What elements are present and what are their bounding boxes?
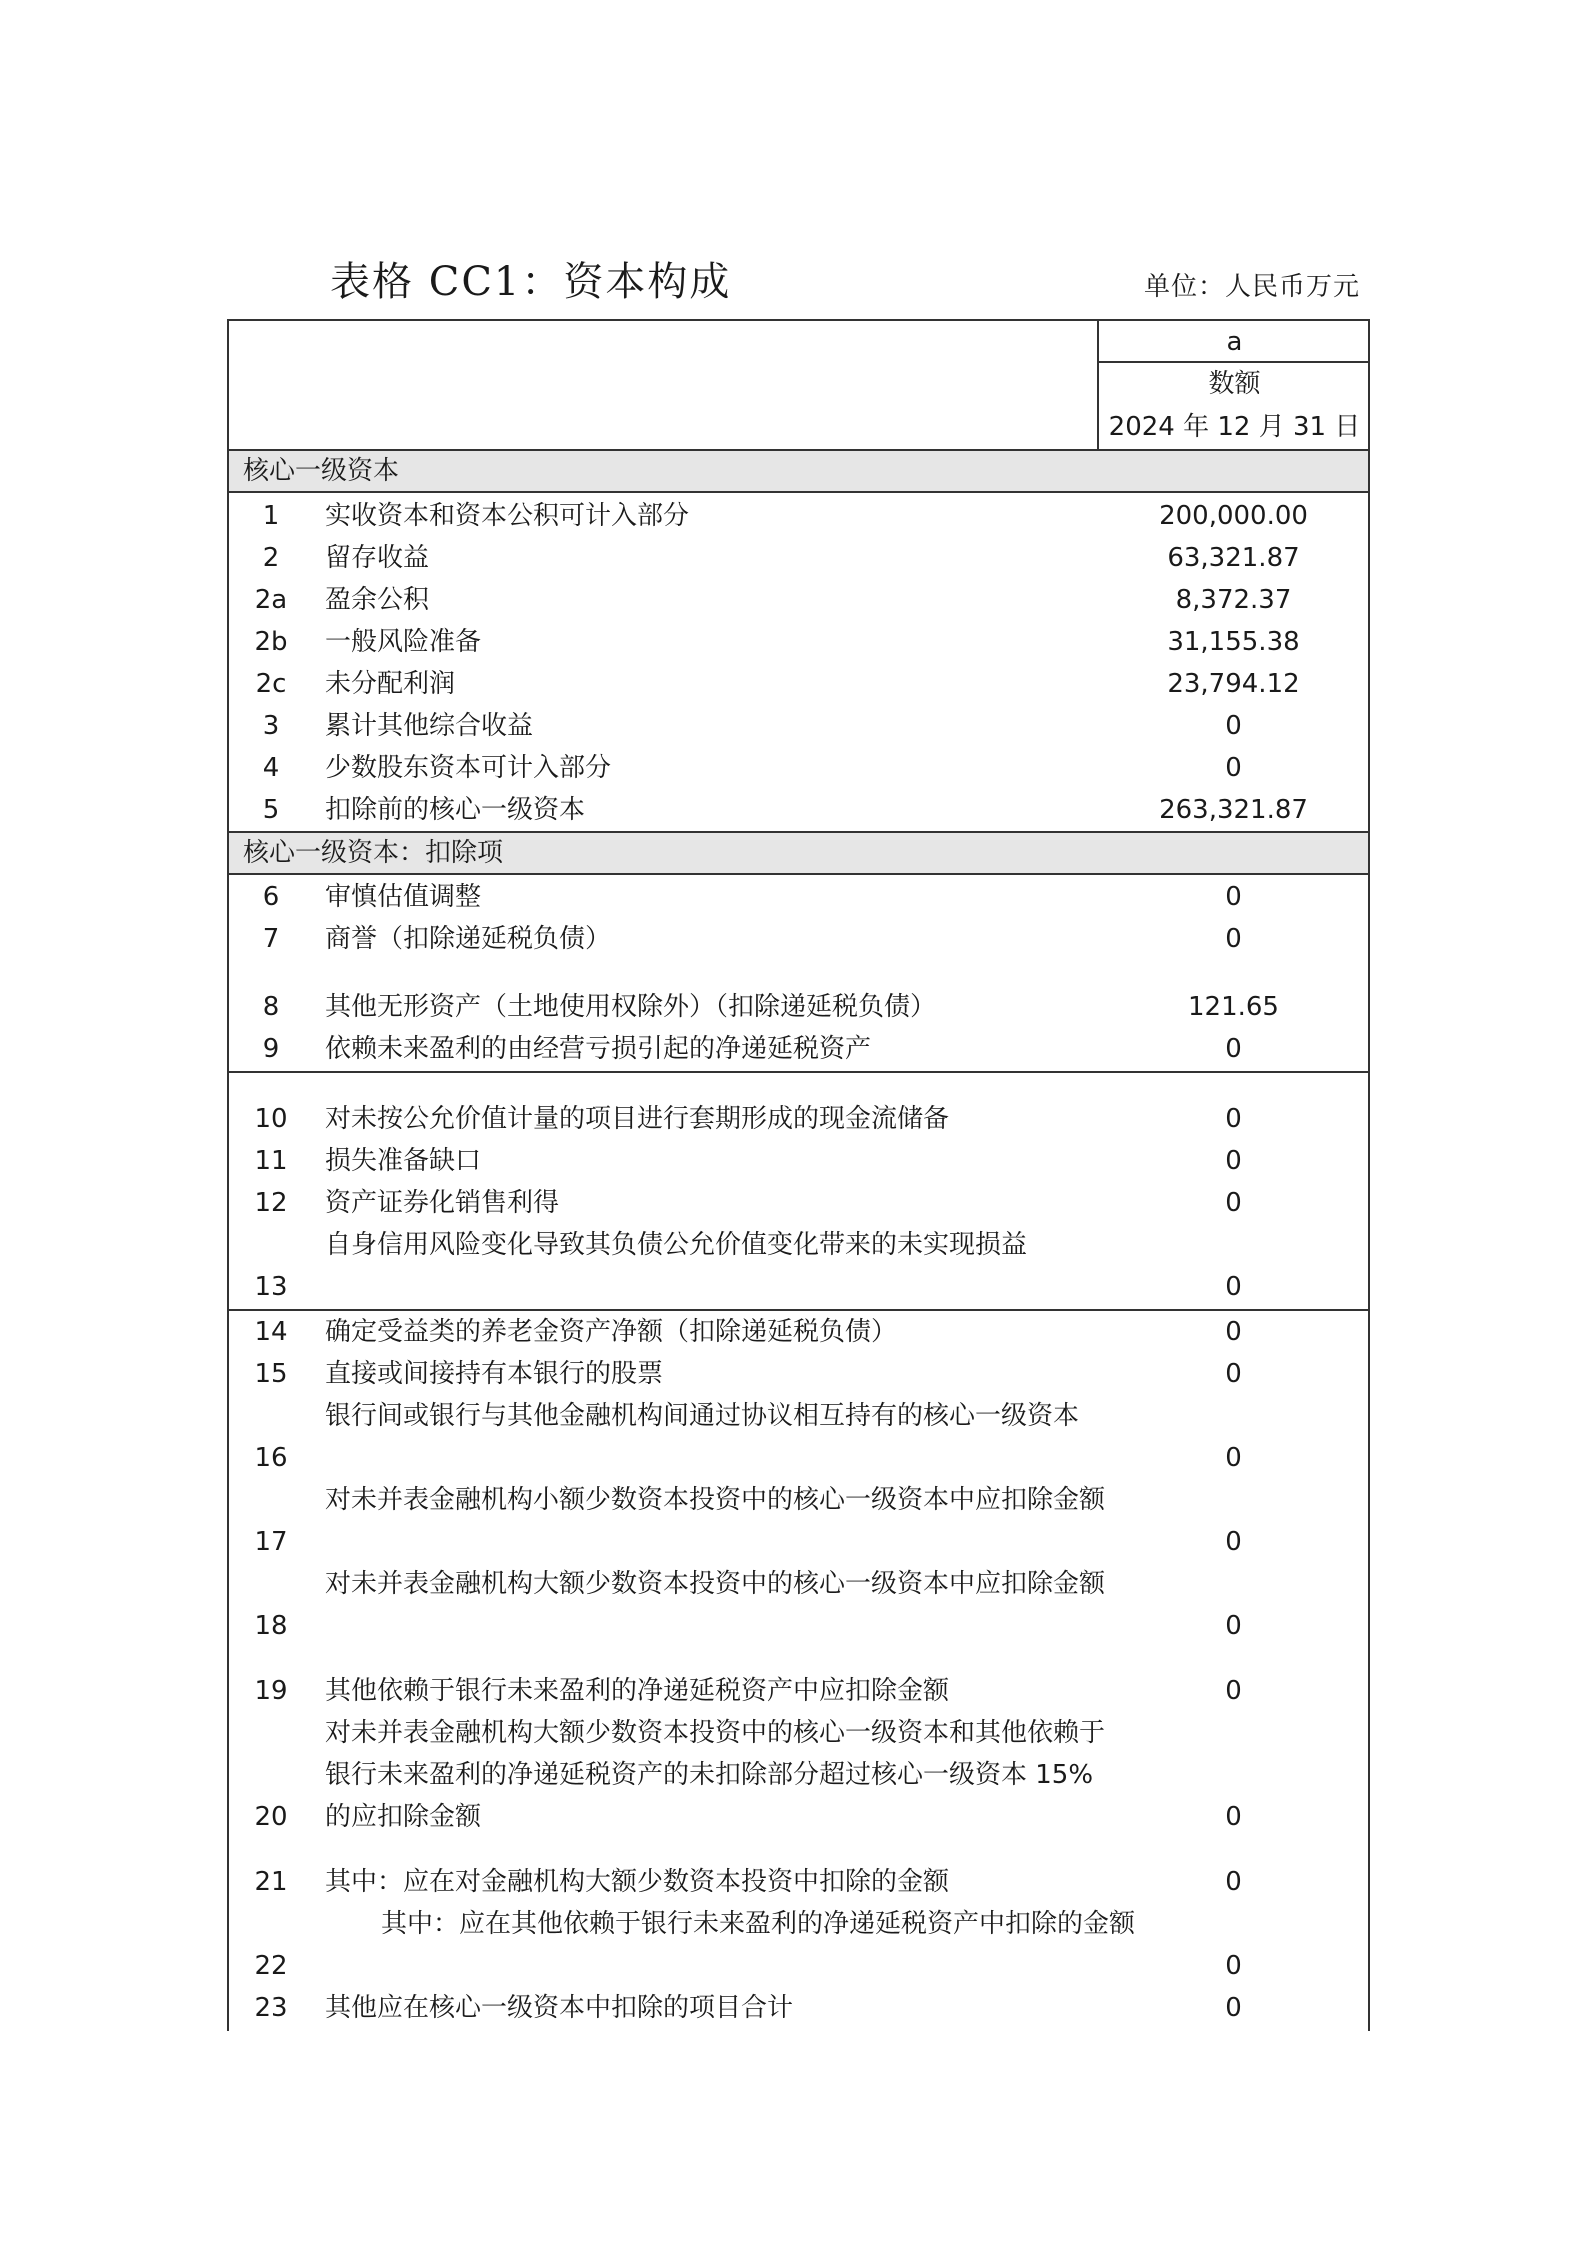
- row-label: 银行间或银行与其他金融机构间通过协议相互持有的核心一级资本: [325, 1401, 1080, 1431]
- row-number: 23: [254, 1993, 288, 2023]
- column-letter: a: [1099, 321, 1370, 363]
- row-label: 商誉（扣除递延税负债）: [325, 924, 612, 954]
- table-row: [229, 495, 1368, 537]
- row-number: 15: [254, 1359, 288, 1389]
- row-value: 0: [1225, 1676, 1242, 1706]
- table-row: [229, 1098, 1368, 1140]
- row-value: 23,794.12: [1167, 669, 1300, 699]
- row-label: 确定受益类的养老金资产净额（扣除递延税负债）: [325, 1317, 898, 1347]
- column-date-label: 2024 年 12 月 31 日: [1108, 412, 1361, 442]
- table-row: [229, 1987, 1368, 2029]
- column-amount-label: 数额: [1208, 369, 1261, 399]
- row-label: 对未并表金融机构小额少数资本投资中的核心一级资本中应扣除金额: [325, 1485, 1106, 1515]
- row-number: 14: [254, 1317, 288, 1347]
- row-label: 自身信用风险变化导致其负债公允价值变化带来的未实现损益: [325, 1230, 1028, 1260]
- row-number: 3: [262, 711, 280, 741]
- table-row: [229, 537, 1368, 579]
- row-value: 31,155.38: [1167, 627, 1300, 657]
- capital-composition-table: [227, 319, 1370, 2031]
- row-number: 4: [262, 753, 280, 783]
- table-row: [229, 1224, 1368, 1308]
- page-title: 表格 CC1：资本构成: [330, 259, 732, 305]
- row-number: 17: [254, 1527, 288, 1557]
- row-number: 1: [262, 501, 280, 531]
- row-number: 5: [262, 795, 280, 825]
- row-number: 13: [254, 1272, 288, 1302]
- row-value: 0: [1225, 711, 1242, 741]
- table-row: [229, 1712, 1368, 1838]
- table-row: [229, 1903, 1368, 1987]
- row-value: 0: [1225, 1802, 1242, 1832]
- table-row: [229, 918, 1368, 960]
- row-value: 0: [1225, 1317, 1242, 1347]
- row-value: 8,372.37: [1175, 585, 1292, 615]
- row-value: 0: [1225, 1188, 1242, 1218]
- table-row: [229, 1670, 1368, 1712]
- row-value: 0: [1225, 1359, 1242, 1389]
- row-label: 其他应在核心一级资本中扣除的项目合计: [325, 1993, 794, 2023]
- row-value: 0: [1225, 1993, 1242, 2023]
- row-value: 200,000.00: [1159, 501, 1308, 531]
- row-number: 7: [262, 924, 280, 954]
- row-value: 0: [1225, 753, 1242, 783]
- row-value: 0: [1225, 1443, 1242, 1473]
- row-label: 审慎估值调整: [325, 882, 482, 912]
- table-row: [229, 1395, 1368, 1479]
- row-number: 2a: [254, 585, 288, 615]
- row-label: 其中：应在其他依赖于银行未来盈利的净递延税资产中扣除的金额: [381, 1909, 1136, 1939]
- row-label: 对未并表金融机构大额少数资本投资中的核心一级资本和其他依赖于银行未来盈利的净递延税资产的未扣除部分超过核心一级资本 15%的应扣除金额: [325, 1718, 1106, 1832]
- row-number: 9: [262, 1034, 280, 1064]
- row-label: 其中：应在对金融机构大额少数资本投资中扣除的金额: [325, 1867, 950, 1897]
- row-number: 16: [254, 1443, 288, 1473]
- row-value: 0: [1225, 1146, 1242, 1176]
- value-column-header: [1097, 321, 1370, 449]
- row-number: 2b: [254, 627, 288, 657]
- row-divider: [229, 1071, 1368, 1073]
- table-row: [229, 663, 1368, 705]
- table-row: [229, 986, 1368, 1028]
- row-value: 263,321.87: [1159, 795, 1308, 825]
- row-number: 10: [254, 1104, 288, 1134]
- row-value: 0: [1225, 1611, 1242, 1641]
- row-label: 直接或间接持有本银行的股票: [325, 1359, 664, 1389]
- table-row: [229, 747, 1368, 789]
- row-number: 11: [254, 1146, 288, 1176]
- row-label: 少数股东资本可计入部分: [325, 753, 612, 783]
- row-value: 0: [1225, 1272, 1242, 1302]
- row-number: 12: [254, 1188, 288, 1218]
- row-label: 依赖未来盈利的由经营亏损引起的净递延税资产: [325, 1034, 872, 1064]
- table-row: [229, 1182, 1368, 1224]
- row-value: 0: [1225, 1951, 1242, 1981]
- row-number: 2: [262, 543, 280, 573]
- table-row: [229, 1861, 1368, 1903]
- table-row: [229, 789, 1368, 831]
- row-label: 其他无形资产（土地使用权除外）（扣除递延税负债）: [325, 992, 937, 1022]
- table-row: [229, 1140, 1368, 1182]
- row-number: 2c: [255, 669, 287, 699]
- table-row: [229, 1311, 1368, 1353]
- row-value: 63,321.87: [1167, 543, 1300, 573]
- table-row: [229, 579, 1368, 621]
- section-cet1-deductions: 核心一级资本：扣除项: [229, 831, 1368, 875]
- row-number: 8: [262, 992, 280, 1022]
- unit-label: 单位：人民币万元: [1143, 272, 1360, 302]
- row-label: 资产证券化销售利得: [325, 1188, 560, 1218]
- table-row: [229, 705, 1368, 747]
- table-row: [229, 1028, 1368, 1070]
- row-value: 121.65: [1188, 992, 1279, 1022]
- table-row: [229, 876, 1368, 918]
- table-row: [229, 1353, 1368, 1395]
- table-row: [229, 1563, 1368, 1647]
- row-number: 6: [262, 882, 280, 912]
- row-value: 0: [1225, 1527, 1242, 1557]
- row-label: 扣除前的核心一级资本: [325, 795, 586, 825]
- row-value: 0: [1225, 1867, 1242, 1897]
- row-label: 留存收益: [325, 543, 430, 573]
- row-value: 0: [1225, 1104, 1242, 1134]
- row-number: 21: [254, 1867, 288, 1897]
- row-label: 其他依赖于银行未来盈利的净递延税资产中应扣除金额: [325, 1676, 950, 1706]
- row-label: 一般风险准备: [325, 627, 482, 657]
- row-label: 盈余公积: [325, 585, 430, 615]
- table-row: [229, 1479, 1368, 1563]
- row-number: 19: [254, 1676, 288, 1706]
- row-label: 未分配利润: [325, 669, 456, 699]
- row-value: 0: [1225, 1034, 1242, 1064]
- row-label: 损失准备缺口: [325, 1146, 482, 1176]
- row-number: 18: [254, 1611, 288, 1641]
- row-label: 实收资本和资本公积可计入部分: [325, 501, 690, 531]
- row-number: 20: [254, 1802, 288, 1832]
- row-value: 0: [1225, 924, 1242, 954]
- section-cet1: 核心一级资本: [229, 449, 1368, 493]
- row-label: 对未并表金融机构大额少数资本投资中的核心一级资本中应扣除金额: [325, 1569, 1106, 1599]
- table-header: [229, 321, 1368, 451]
- row-value: 0: [1225, 882, 1242, 912]
- row-label: 累计其他综合收益: [325, 711, 534, 741]
- row-label: 对未按公允价值计量的项目进行套期形成的现金流储备: [325, 1104, 950, 1134]
- row-number: 22: [254, 1951, 288, 1981]
- table-row: [229, 621, 1368, 663]
